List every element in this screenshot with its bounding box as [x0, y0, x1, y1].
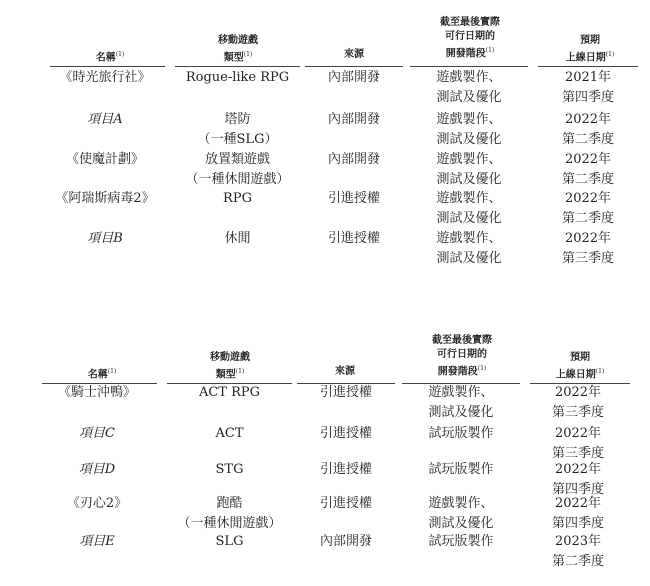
game-type-text: 放置類遊戲	[204, 152, 270, 167]
dev-stage	[402, 383, 520, 423]
game-source	[297, 460, 395, 480]
game-source-text: 內部開發	[327, 112, 380, 127]
launch-date-text: 2022年	[554, 462, 602, 477]
game-source	[297, 532, 395, 552]
launch-date-text: 2022年	[564, 231, 612, 246]
header-launch-date: 預期 上線日期$^{(1)}$	[555, 352, 605, 381]
dev-stage	[410, 229, 528, 269]
game-name: 項目E	[79, 534, 115, 549]
game-source	[305, 150, 403, 170]
dev-stage-text: 測試及優化	[436, 132, 502, 147]
game-name: 項目C	[79, 426, 115, 441]
game-name: 項目D	[78, 462, 116, 477]
launch-date-text: 2022年	[564, 152, 612, 167]
launch-date-text: 第二季度	[551, 554, 604, 569]
game-type	[175, 68, 300, 88]
dev-stage-text: 遊戲製作、	[436, 231, 502, 246]
game-source	[297, 383, 395, 403]
game-type-text: 跑酷	[216, 496, 243, 511]
game-type-text: （一種休閒遊戲）	[185, 172, 290, 187]
game-type	[167, 383, 292, 403]
header-dev-stage: 截至最後實際 可行日期的 開發階段$^{(1)}$	[440, 17, 500, 60]
launch-date	[528, 424, 628, 464]
launch-date-text: 第四季度	[551, 482, 604, 497]
dev-stage-text: 測試及優化	[436, 251, 502, 266]
game-type	[175, 189, 300, 209]
game-type	[167, 494, 292, 534]
header-game-type: 移動遊戲 類型$^{(1)}$	[210, 352, 250, 381]
game-name: 《使魔計劃》	[65, 152, 144, 167]
launch-date-text: 2023年	[554, 534, 602, 549]
game-type-text: （一種SLG）	[197, 132, 278, 147]
dev-stage-text: 測試及優化	[428, 516, 494, 531]
header-source: 來源	[344, 49, 364, 60]
game-source-text: 引進授權	[327, 231, 380, 246]
dev-stage-text: 遊戲製作、	[436, 191, 502, 206]
game-source	[305, 68, 403, 88]
game-type	[175, 229, 300, 249]
dev-stage-text: 測試及優化	[428, 405, 494, 420]
header-launch-date: 預期 上線日期$^{(1)}$	[565, 35, 615, 64]
dev-stage-text: 測試及優化	[436, 90, 502, 105]
header-source: 來源	[335, 366, 355, 377]
game-source-text: 引進授權	[319, 385, 372, 400]
dev-stage	[410, 68, 528, 108]
launch-date-text: 第三季度	[551, 405, 604, 420]
game-name: 《阿瑞斯病毒2》	[55, 191, 155, 206]
header-rule	[50, 66, 165, 67]
game-type-text: Rogue-like RPG	[185, 70, 290, 85]
launch-date-text: 2022年	[554, 496, 602, 511]
game-name: 《時光旅行社》	[59, 70, 151, 85]
game-type-text: SLG	[215, 534, 244, 549]
launch-date	[538, 150, 638, 190]
launch-date	[538, 68, 638, 108]
launch-date-text: 2022年	[554, 385, 602, 400]
game-name: 《刃心2》	[66, 496, 128, 511]
game-source	[297, 494, 395, 514]
dev-stage-text: 測試及優化	[436, 211, 502, 226]
header-rule	[305, 66, 403, 67]
dev-stage-text: 遊戲製作、	[436, 70, 502, 85]
game-source-text: 引進授權	[319, 426, 372, 441]
game-source	[297, 424, 395, 444]
game-type-text: 休閒	[224, 231, 251, 246]
launch-date-text: 第二季度	[561, 132, 614, 147]
header-game-type: 移動遊戲 類型$^{(1)}$	[218, 35, 258, 64]
game-type	[175, 110, 300, 150]
header-name: 名稱$^{(1)}$	[95, 51, 125, 64]
launch-date-text: 2022年	[564, 191, 612, 206]
game-source-text: 引進授權	[319, 462, 372, 477]
dev-stage	[402, 460, 520, 480]
dev-stage	[410, 189, 528, 229]
game-name: 項目B	[87, 231, 123, 246]
game-type-text: （一種休閒遊戲）	[177, 516, 282, 531]
launch-date	[538, 110, 638, 150]
dev-stage-text: 遊戲製作、	[428, 385, 494, 400]
game-type	[167, 424, 292, 444]
game-source	[305, 110, 403, 130]
game-source-text: 內部開發	[319, 534, 372, 549]
header-dev-stage: 截至最後實際 可行日期的 開發階段$^{(1)}$	[432, 335, 492, 378]
header-rule	[175, 66, 300, 67]
launch-date	[528, 383, 628, 423]
launch-date-text: 第二季度	[561, 211, 614, 226]
launch-date	[538, 229, 638, 269]
launch-date-text: 第三季度	[561, 251, 614, 266]
launch-date-text: 第四季度	[561, 90, 614, 105]
launch-date	[538, 189, 638, 229]
launch-date-text: 第四季度	[551, 516, 604, 531]
dev-stage	[410, 110, 528, 150]
dev-stage-text: 遊戲製作、	[436, 112, 502, 127]
game-type	[167, 460, 292, 480]
game-source-text: 內部開發	[327, 70, 380, 85]
dev-stage-text: 遊戲製作、	[428, 496, 494, 511]
header-rule	[410, 66, 528, 67]
game-type	[175, 150, 300, 190]
header-name: 名稱$^{(1)}$	[87, 368, 117, 381]
launch-date-text: 第二季度	[561, 172, 614, 187]
launch-date-text: 2022年	[554, 426, 602, 441]
launch-date	[528, 494, 628, 534]
dev-stage-text: 試玩版製作	[428, 426, 494, 441]
game-type-text: 塔防	[224, 112, 251, 127]
game-type-text: RPG	[223, 191, 252, 206]
header-rule	[538, 66, 638, 67]
game-source	[305, 229, 403, 249]
launch-date	[528, 532, 628, 572]
launch-date-text: 2022年	[564, 112, 612, 127]
dev-stage-text: 測試及優化	[436, 172, 502, 187]
game-source-text: 引進授權	[319, 496, 372, 511]
game-type-text: ACT	[215, 426, 244, 441]
game-source-text: 引進授權	[327, 191, 380, 206]
launch-date-text: 第三季度	[551, 446, 604, 461]
dev-stage	[402, 494, 520, 534]
game-source	[305, 189, 403, 209]
game-name: 項目A	[87, 112, 123, 127]
game-type	[167, 532, 292, 552]
dev-stage	[410, 150, 528, 190]
game-type-text: STG	[215, 462, 244, 477]
dev-stage	[402, 424, 520, 444]
dev-stage-text: 試玩版製作	[428, 534, 494, 549]
game-source-text: 內部開發	[327, 152, 380, 167]
dev-stage	[402, 532, 520, 552]
dev-stage-text: 試玩版製作	[428, 462, 494, 477]
dev-stage-text: 遊戲製作、	[436, 152, 502, 167]
launch-date-text: 2021年	[564, 70, 612, 85]
game-name: 《騎士沖鴨》	[57, 385, 136, 400]
game-type-text: ACT RPG	[198, 385, 261, 400]
